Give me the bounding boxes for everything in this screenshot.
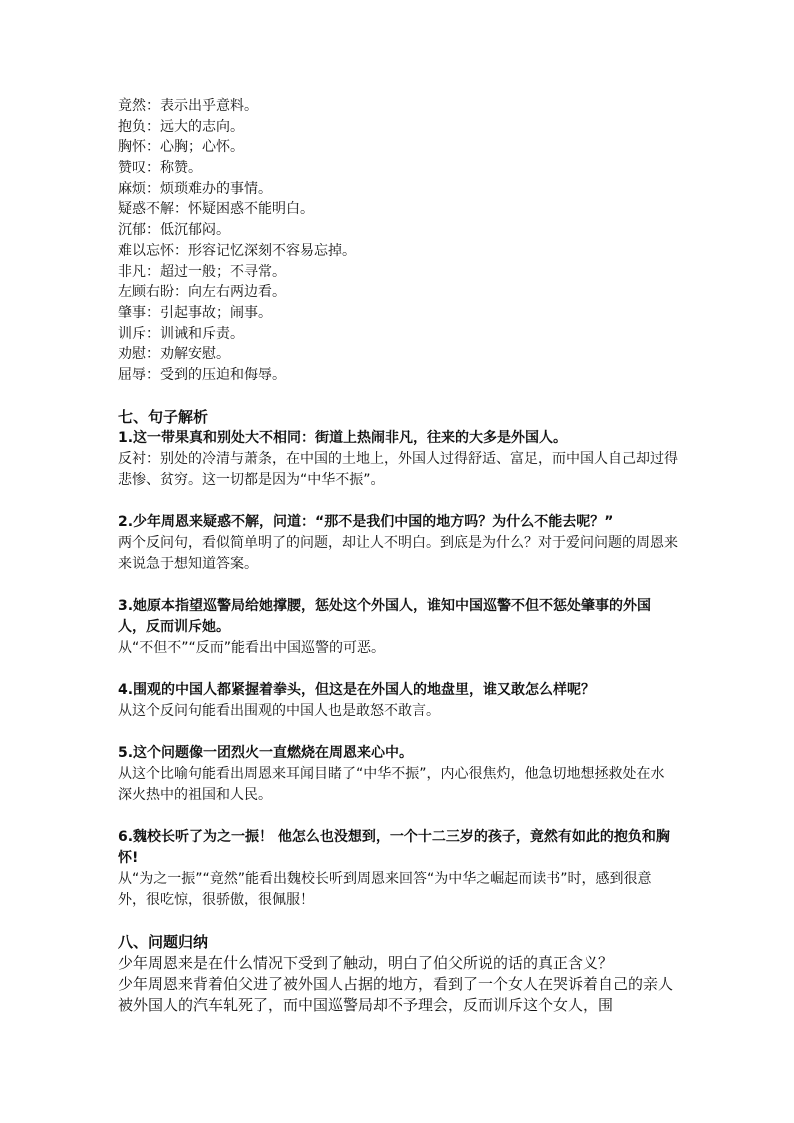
vocab-list — [118, 96, 678, 386]
vocab-item: 非凡：超过一般；不寻常。 — [118, 263, 286, 280]
vocab-item: 竟然：表示出乎意料。 — [118, 98, 258, 114]
sentence-analysis: 从这个比喻句能看出周恩来耳闻目睹了“中华不振”，内心很焦灼，他急切地想拯救处在水深火热中的祖国和人民。 — [118, 765, 665, 803]
sentence-item — [118, 428, 678, 491]
sentence-title: 5.这个问题像一团烈火一直燃烧在周恩来心中。 — [118, 744, 414, 761]
vocab-item: 肇事：引起事故；闹事。 — [118, 304, 272, 321]
sentence-title: 6.魏校长听了为之一振！ 他怎么也没想到，一个十二三岁的孩子，竟然有如此的抱负和胸怀! — [118, 828, 670, 866]
sentence-analysis: 从“为之一振”“竟然”能看出魏校长听到周恩来回答“为中华之崛起而读书”时，感到很意外，很吃惊，很骄傲，很佩服！ — [118, 870, 652, 908]
sentence-item — [118, 596, 678, 659]
vocab-item: 麻烦：烦琐难办的事情。 — [118, 180, 272, 197]
vocab-item: 屈辱：受到的压迫和侮辱。 — [118, 366, 286, 383]
sentence-analysis: 从“不但不”“反而”能看出中国巡警的可恶。 — [118, 639, 386, 656]
sentence-item — [118, 743, 678, 806]
sentence-analysis: 两个反问句，看似简单明了的问题，却让人不明白。到底是为什么？对于爱问问题的周恩来来说急于想知道答案。 — [118, 534, 678, 572]
summary-answer: 少年周恩来背着伯父进了被外国人占据的地方，看到了一个女人在哭诉着自己的亲人被外国人的汽车轧死了，而中国巡警局却不予理会，反而训斥这个女人，围 — [118, 974, 674, 1014]
sentence-analysis: 反衬：别处的冷清与萧条，在中国的土地上，外国人过得舒适、富足，而中国人自己却过得悲惨、贫穷。这一切都是因为“中华不振”。 — [118, 450, 678, 488]
vocab-item: 胸怀：心胸；心怀。 — [118, 139, 244, 156]
vocab-item: 难以忘怀：形容记忆深刻不容易忘掉。 — [118, 242, 356, 259]
document-page — [118, 96, 678, 1016]
section-heading-question-summary: 八、问题归纳 — [118, 932, 209, 951]
sentence-item — [118, 512, 678, 575]
vocab-item: 劝慰：劝解安慰。 — [118, 346, 230, 363]
sentence-analysis-list — [118, 428, 678, 911]
vocab-item: 左顾右盼：向左右两边看。 — [118, 284, 286, 301]
sentence-title: 2.少年周恩来疑惑不解，问道：“那不是我们中国的地方吗？为什么不能去呢？” — [118, 513, 614, 530]
sentence-title: 1.这一带果真和别处大不相同：街道上热闹非凡，往来的大多是外国人。 — [118, 429, 568, 446]
vocab-item: 抱负：远大的志向。 — [118, 118, 244, 135]
vocab-item: 赞叹：称赞。 — [118, 160, 202, 177]
sentence-item — [118, 680, 678, 722]
vocab-item: 训斥：训诫和斥责。 — [118, 325, 244, 342]
vocab-item: 沉郁：低沉郁闷。 — [118, 222, 230, 239]
vocab-item: 疑惑不解：怀疑困惑不能明白。 — [118, 201, 314, 218]
summary-question: 少年周恩来是在什么情况下受到了触动，明白了伯父所说的话的真正含义？ — [118, 953, 614, 972]
sentence-title: 4.围观的中国人都紧握着拳头，但这是在外国人的地盘里，谁又敢怎么样呢？ — [118, 681, 596, 698]
sentence-title: 3.她原本指望巡警局给她撑腰，惩处这个外国人，谁知中国巡警不但不惩处肇事的外国人，反而训斥她。 — [118, 597, 652, 635]
sentence-item — [118, 827, 678, 911]
section-heading-sentence-analysis: 七、句子解析 — [118, 407, 209, 426]
sentence-analysis: 从这个反问句能看出围观的中国人也是敢怒不敢言。 — [118, 702, 440, 719]
